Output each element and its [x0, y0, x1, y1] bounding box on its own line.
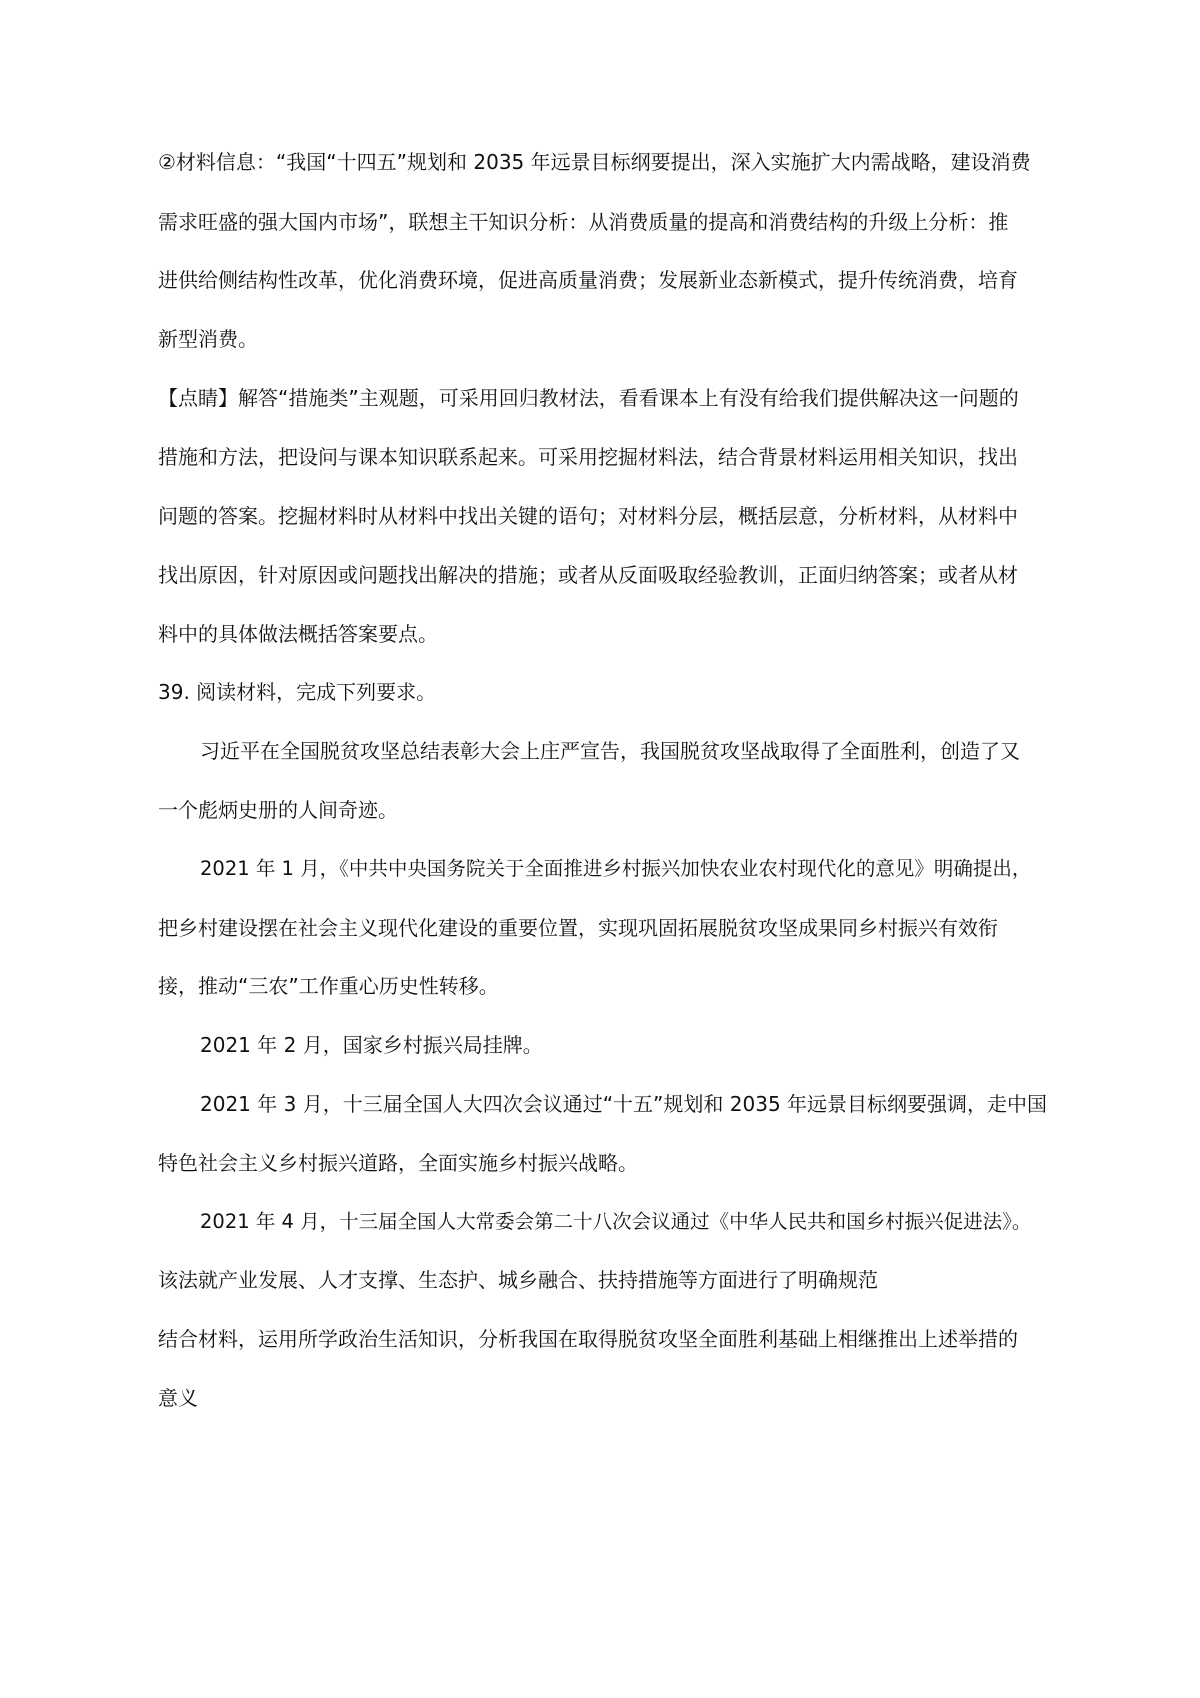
q39-para5-line-2: 该法就产业发展、人才支撑、生态护、城乡融合、扶持措施等方面进行了明确规范 [158, 1268, 878, 1292]
q39-para2-line-3: 接，推动“三农”工作重心历史性转移。 [158, 974, 499, 998]
q39-para5-line-1: 2021 年 4 月，十三届全国人大常委会第二十八次会议通过《中华人民共和国乡村振兴促进法》。 [200, 1210, 1032, 1233]
q39-para1-line-1: 习近平在全国脱贫攻坚总结表彰大会上庄严宣告，我国脱贫攻坚战取得了全面胜利，创造了又 [200, 739, 1020, 763]
tips-line-3: 问题的答案。挖掘材料时从材料中找出关键的语句；对材料分层，概括层意，分析材料，从材料中 [158, 504, 1018, 528]
q39-para1-line-2: 一个彪炳史册的人间奇迹。 [158, 798, 398, 822]
analysis-item2-line-1: ②材料信息：“我国“十四五”规划和 2035 年远景目标纲要提出，深入实施扩大内需战略，建设消费 [158, 150, 1031, 174]
q39-requirement-line-2: 意义 [158, 1386, 198, 1410]
question-39-heading: 39. 阅读材料，完成下列要求。 [158, 680, 437, 704]
analysis-item2-line-2: 需求旺盛的强大国内市场”，联想主干知识分析：从消费质量的提高和消费结构的升级上分析：推 [158, 210, 1009, 234]
tips-line-1: 【点睛】解答“措施类”主观题，可采用回归教材法，看看课本上有没有给我们提供解决这一问题的 [158, 386, 1019, 410]
analysis-item2-line-4: 新型消费。 [158, 327, 258, 351]
q39-para4-line-2: 特色社会主义乡村振兴道路，全面实施乡村振兴战略。 [158, 1151, 638, 1175]
q39-para2-line-2: 把乡村建设摆在社会主义现代化建设的重要位置，实现巩固拓展脱贫攻坚成果同乡村振兴有效衔 [158, 916, 998, 940]
q39-para4-line-1: 2021 年 3 月，十三届全国人大四次会议通过“十五”规划和 2035 年远景目标纲要强调，走中国 [200, 1092, 1048, 1116]
tips-line-2: 措施和方法，把设问与课本知识联系起来。可采用挖掘材料法，结合背景材料运用相关知识，找出 [158, 445, 1018, 469]
tips-line-4: 找出原因，针对原因或问题找出解决的措施；或者从反面吸取经验教训，正面归纳答案；或者从材 [158, 563, 1018, 587]
q39-para2-line-1: 2021 年 1 月，《中共中央国务院关于全面推进乡村振兴加快农业农村现代化的意见》明确提出， [200, 857, 1032, 880]
tips-line-5: 料中的具体做法概括答案要点。 [158, 622, 438, 646]
q39-para3-line-1: 2021 年 2 月，国家乡村振兴局挂牌。 [200, 1033, 543, 1057]
analysis-item2-line-3: 进供给侧结构性改革，优化消费环境，促进高质量消费；发展新业态新模式，提升传统消费，培育 [158, 268, 1018, 292]
q39-requirement-line-1: 结合材料，运用所学政治生活知识，分析我国在取得脱贫攻坚全面胜利基础上相继推出上述举措的 [158, 1327, 1018, 1351]
